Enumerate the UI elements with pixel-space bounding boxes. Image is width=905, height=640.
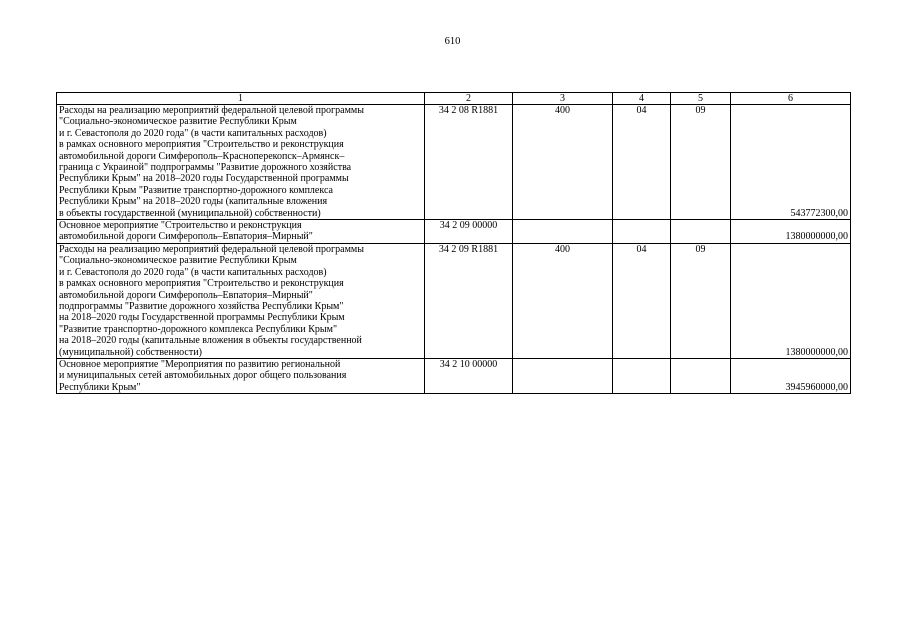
table-row [57,105,851,220]
row-subsection [671,358,731,393]
row-description: Основное мероприятие "Мероприятия по развитию региональной и муниципальных сетей автомобильных дорог общего пользования Республики Крым" [57,358,425,393]
row-amount: 543772300,00 [731,105,851,220]
row-expense-type [513,220,613,244]
row-expense-type [513,358,613,393]
row-section: 04 [613,243,671,358]
row-expense-type: 400 [513,243,613,358]
row-target-code: 34 2 09 R1881 [425,243,513,358]
row-target-code: 34 2 08 R1881 [425,105,513,220]
header-col-3: 3 [513,93,613,105]
header-col-5: 5 [671,93,731,105]
row-amount: 3945960000,00 [731,358,851,393]
header-row [57,93,851,105]
row-amount: 1380000000,00 [731,220,851,244]
row-description: Расходы на реализацию мероприятий федеральной целевой программы "Социально-экономическое развитие Республики Крым и г. Севастополя до 2020 года" (в части капитальных расходов) в рамках основного мероприятия "Строительство и реконструкция автомобильной дороги Симферополь–Красноперекопск–Армянск– граница с Украиной" подпрограммы "Развитие дорожного хозяйства Республики Крым" на 2018–2020 годы Государственной программы Республики Крым "Развитие транспортно-дорожного комплекса Республики Крым" на 2018–2020 годы (капитальные вложения в объекты государственной (муниципальной) собственности) [57,105,425,220]
page-number: 610 [444,36,461,47]
row-description: Расходы на реализацию мероприятий федеральной целевой программы "Социально-экономическое развитие Республики Крым и г. Севастополя до 2020 года" (в части капитальных расходов) в рамках основного мероприятия "Строительство и реконструкция автомобильной дороги Симферополь–Евпатория–Мирный" подпрограммы "Развитие дорожного хозяйства Республики Крым" на 2018–2020 годы Государственной программы Республики Крым "Развитие транспортно-дорожного комплекса Республики Крым" на 2018–2020 годы (капитальные вложения в объекты государственной (муниципальной) собственности) [57,243,425,358]
header-col-4: 4 [613,93,671,105]
row-description: Основное мероприятие "Строительство и реконструкция автомобильной дороги Симферополь–Евпатория–Мирный" [57,220,425,244]
budget-table [56,92,851,394]
row-section: 04 [613,105,671,220]
table-row [57,358,851,393]
row-target-code: 34 2 09 00000 [425,220,513,244]
row-expense-type: 400 [513,105,613,220]
row-section [613,220,671,244]
row-subsection [671,220,731,244]
header-col-1: 1 [57,93,425,105]
row-target-code: 34 2 10 00000 [425,358,513,393]
header-col-6: 6 [731,93,851,105]
table-row [57,243,851,358]
row-subsection: 09 [671,105,731,220]
row-subsection: 09 [671,243,731,358]
header-col-2: 2 [425,93,513,105]
table-row [57,220,851,244]
row-section [613,358,671,393]
row-amount: 1380000000,00 [731,243,851,358]
